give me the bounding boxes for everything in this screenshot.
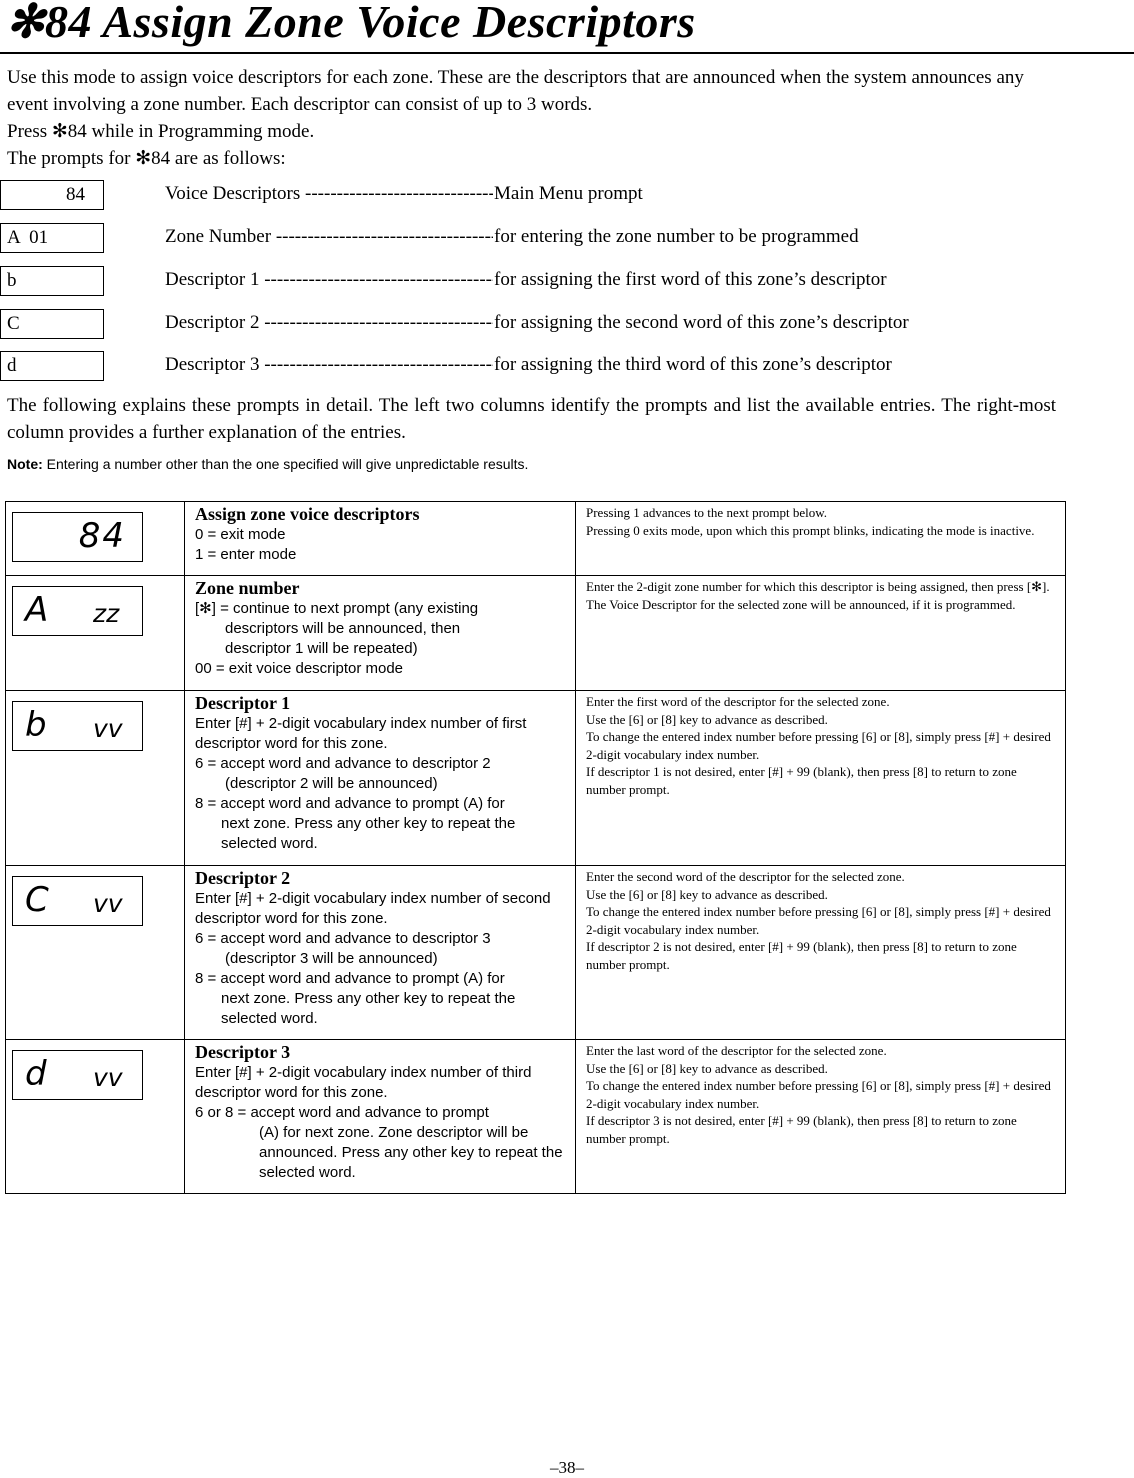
options-list: [195, 889, 569, 1029]
row-header: Zone number: [195, 578, 300, 598]
lcd-main-text: 84: [78, 516, 126, 556]
explanation-line: If descriptor 1 is not desired, enter [#] + 99 (blank), then press [8] to return to zone number prompt.: [586, 764, 1017, 797]
lcd-value: zz: [93, 599, 120, 628]
explanation-line: Use the [6] or [8] key to advance as described.: [586, 711, 828, 727]
options-cell: [185, 866, 576, 1040]
explanation-line: Enter the last word of the descriptor for the selected zone.: [586, 1043, 887, 1058]
prompt-label: Descriptor 1 -----: [165, 269, 493, 291]
table-row: [6, 691, 1066, 866]
options-list: [195, 714, 569, 854]
lcd-display: [12, 1050, 143, 1100]
prompt-row-zone-number: [0, 223, 1100, 253]
intro-text: [7, 64, 1067, 172]
explanation-text: The following explains these prompts in detail. The left two columns identify the prompts and list the available entries. The right-most column provides a further explanation of the entries.: [7, 395, 1056, 443]
option-line: Enter [#] + 2-digit vocabulary index number of third descriptor word for this zone.: [195, 1064, 532, 1101]
lcd-prompt-letter: b: [25, 705, 47, 745]
option-line: [✻] = continue to next prompt (any existing: [195, 600, 479, 617]
option-line: (descriptor 3 will be announced): [225, 950, 438, 967]
note-text: Entering a number other than the one specified will give unpredictable results.: [46, 456, 529, 472]
option-line: 8 = accept word and advance to prompt (A) for: [195, 795, 505, 812]
options-cell: [185, 502, 576, 576]
explanation-line: Enter the first word of the descriptor for the selected zone.: [586, 694, 890, 709]
lcd-cell: [6, 1040, 185, 1194]
lcd-cell: [6, 866, 185, 1040]
explanation-line: To change the entered index number before pressing [6] or [8], simply press [#] + desired 2-digit vocabulary index number.: [586, 904, 1051, 937]
note: [7, 456, 528, 472]
title-rule: [0, 52, 1134, 54]
prompt-description: for assigning the third word of this zone’s descriptor: [494, 354, 892, 375]
lcd-cell: [6, 691, 185, 866]
prompt-row-descriptor-2: [0, 309, 1100, 339]
lcd-display: [12, 876, 143, 926]
option-line: 0 = exit mode: [195, 526, 286, 543]
option-line: 1 = enter mode: [195, 546, 297, 563]
option-line: next zone. Press any other key to repeat the selected word.: [221, 990, 516, 1027]
row-header: Descriptor 2: [195, 868, 291, 888]
explanation-line: Enter the second word of the descriptor for the selected zone.: [586, 869, 905, 884]
option-line: 6 or 8 = accept word and advance to prompt: [195, 1104, 489, 1121]
lcd-prompt-letter: C: [25, 880, 49, 920]
prompt-details-table: [5, 501, 1066, 1194]
intro-paragraph: Use this mode to assign voice descriptors for each zone. These are the descriptors that are announced when the system announces any event involving a zone number. Each descriptor can consist of up to 3 words.: [7, 67, 1024, 115]
option-line: 00 = exit voice descriptor mode: [195, 660, 404, 677]
prompt-description: for assigning the second word of this zone’s descriptor: [494, 312, 909, 333]
page-number: –38–: [550, 1458, 584, 1477]
option-line: descriptor 1 will be repeated): [225, 640, 418, 657]
options-list: [195, 599, 569, 679]
lcd-display: [12, 701, 143, 751]
explanation-cell: [576, 1040, 1066, 1194]
options-list: [195, 1063, 569, 1183]
lcd-display: [12, 512, 143, 562]
intro-paragraph: The prompts for ✻84 are as follows:: [7, 148, 286, 169]
explanation-line: To change the entered index number before pressing [6] or [8], simply press [#] + desired 2-digit vocabulary index number.: [586, 1078, 1051, 1111]
option-line: (A) for next zone. Zone descriptor will be announced. Press any other key to repeat the selected word.: [259, 1124, 563, 1181]
option-line: Enter [#] + 2-digit vocabulary index number of second descriptor word for this zone.: [195, 890, 551, 927]
explanation-line: Use the [6] or [8] key to advance as described.: [586, 886, 828, 902]
prompt-description: for assigning the first word of this zone’s descriptor: [494, 269, 887, 290]
explanation-cell: [576, 691, 1066, 866]
prompt-description: Main Menu prompt: [494, 183, 643, 204]
explanation-cell: [576, 576, 1066, 691]
option-line: Enter [#] + 2-digit vocabulary index number of first descriptor word for this zone.: [195, 715, 527, 752]
prompt-label: Zone Number -----: [165, 226, 493, 248]
prompt-row-voice-descriptors: [0, 180, 1100, 210]
prompt-row-descriptor-3: [0, 351, 1100, 381]
explanation-line: Use the [6] or [8] key to advance as described.: [586, 1060, 828, 1076]
explanation-line: If descriptor 2 is not desired, enter [#] + 99 (blank), then press [8] to return to zone number prompt.: [586, 939, 1017, 972]
lcd-prompt-letter: A: [25, 590, 49, 630]
option-line: next zone. Press any other key to repeat the selected word.: [221, 815, 516, 852]
options-list: [195, 525, 569, 565]
explanation-line: Pressing 0 exits mode, upon which this prompt blinks, indicating the mode is inactive.: [586, 522, 1035, 538]
lcd-value: vv: [93, 1063, 123, 1092]
table-row: [6, 576, 1066, 691]
explanation-cell: [576, 502, 1066, 576]
lcd-value: vv: [93, 889, 123, 918]
prompt-row-descriptor-1: [0, 266, 1100, 296]
explanation-line: To change the entered index number before pressing [6] or [8], simply press [#] + desired 2-digit vocabulary index number.: [586, 729, 1051, 762]
explanation-paragraph: [7, 392, 1056, 446]
intro-paragraph: Press ✻84 while in Programming mode.: [7, 121, 315, 142]
prompt-display-box: A 01: [0, 223, 104, 253]
row-header: Assign zone voice descriptors: [195, 504, 420, 524]
option-line: (descriptor 2 will be announced): [225, 775, 438, 792]
table-row: [6, 502, 1066, 576]
note-label: Note:: [7, 456, 43, 472]
prompt-description: for entering the zone number to be programmed: [494, 226, 859, 247]
options-cell: [185, 691, 576, 866]
prompt-display-box: d: [0, 351, 104, 381]
option-line: descriptors will be announced, then: [225, 620, 461, 637]
lcd-prompt-letter: d: [25, 1054, 47, 1094]
table-row: [6, 866, 1066, 1040]
lcd-cell: [6, 502, 185, 576]
prompt-display-box: 84: [0, 180, 104, 210]
page-title: ✻84 Assign Zone Voice Descriptors: [6, 0, 696, 47]
explanation-cell: [576, 866, 1066, 1040]
options-cell: [185, 576, 576, 691]
prompt-display-box: C: [0, 309, 104, 339]
row-header: Descriptor 1: [195, 693, 291, 713]
explanation-line: Enter the 2-digit zone number for which this descriptor is being assigned, then press [✻]. The Voice Descriptor for the selected zone will be announced, if it is programmed.: [586, 579, 1050, 612]
prompt-label: Descriptor 2 -----: [165, 312, 493, 334]
prompt-display-box: b: [0, 266, 104, 296]
lcd-value: vv: [93, 714, 123, 743]
prompt-label: Voice Descriptors -----: [165, 183, 493, 205]
table-row: [6, 1040, 1066, 1194]
row-header: Descriptor 3: [195, 1042, 291, 1062]
lcd-cell: [6, 576, 185, 691]
option-line: 6 = accept word and advance to descriptor 2: [195, 755, 491, 772]
explanation-line: Pressing 1 advances to the next prompt below.: [586, 505, 828, 520]
options-cell: [185, 1040, 576, 1194]
lcd-display: [12, 586, 143, 636]
option-line: 8 = accept word and advance to prompt (A) for: [195, 970, 505, 987]
option-line: 6 = accept word and advance to descriptor 3: [195, 930, 491, 947]
explanation-line: If descriptor 3 is not desired, enter [#] + 99 (blank), then press [8] to return to zone number prompt.: [586, 1113, 1017, 1146]
prompt-label: Descriptor 3 -----: [165, 354, 493, 376]
